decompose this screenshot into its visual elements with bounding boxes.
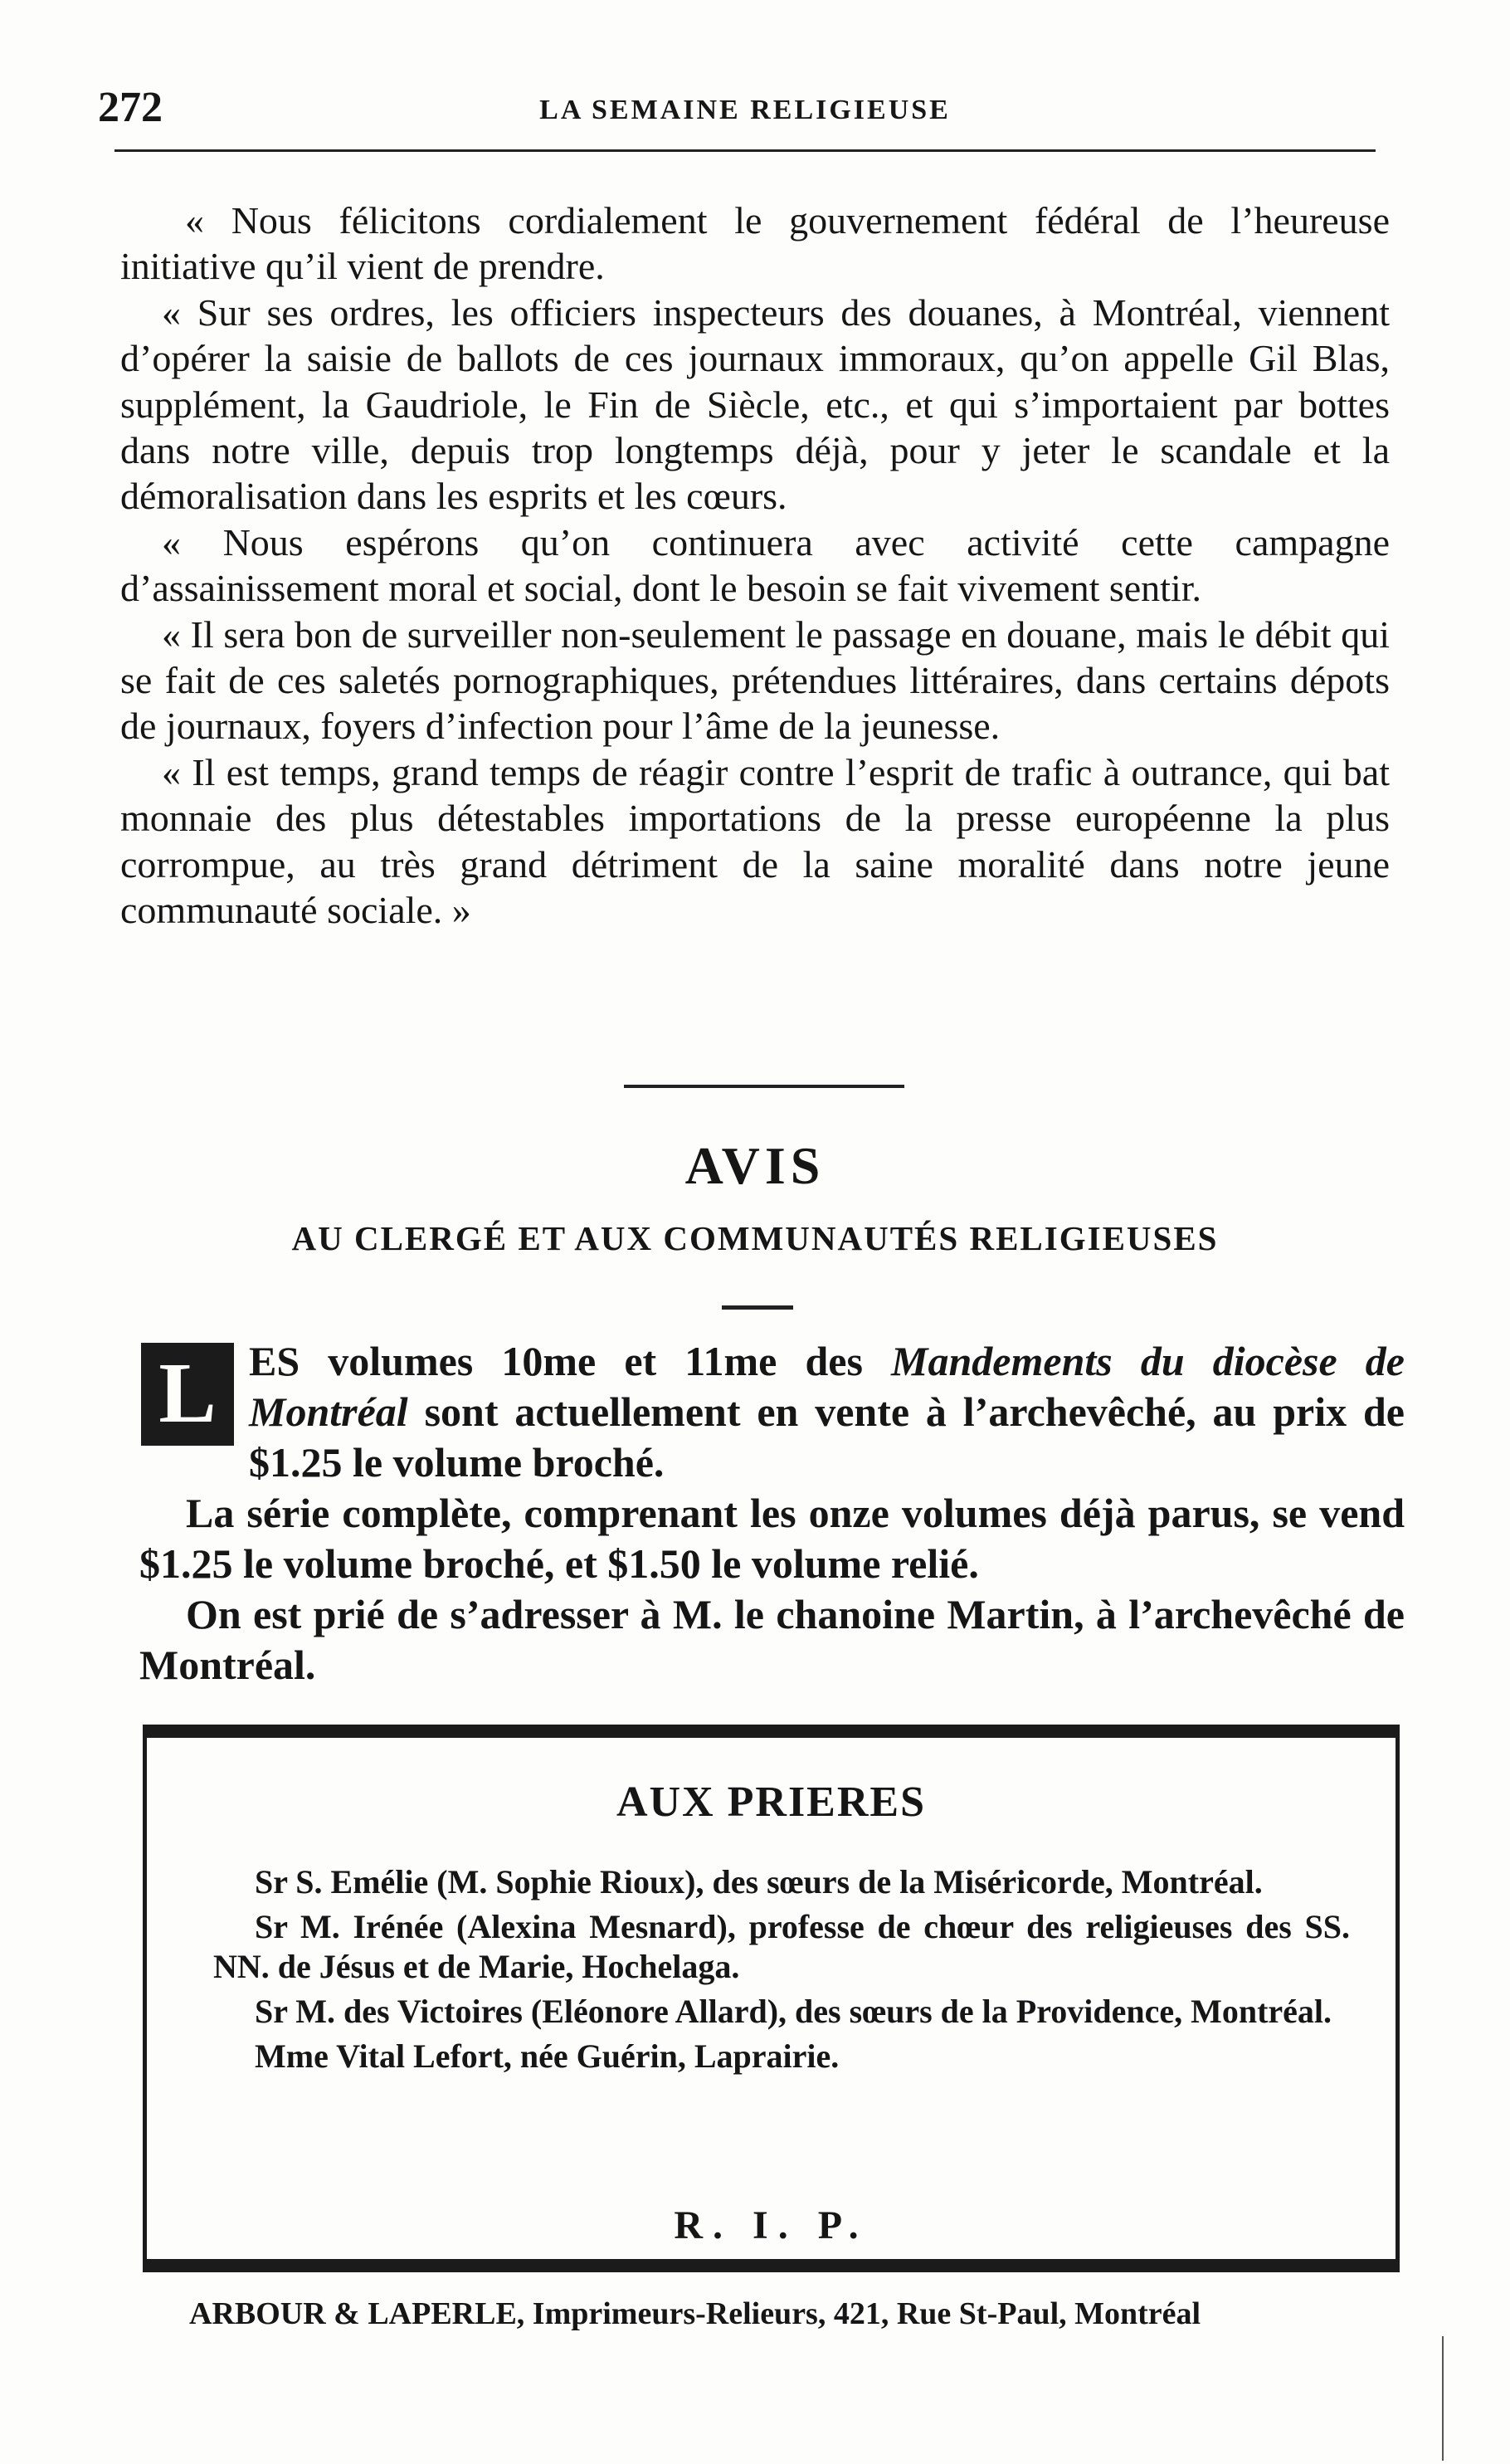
notice-p1-end: sont actuellement en vente à l’archevêché, au prix de $1.25 le volume broché.: [249, 1388, 1405, 1486]
notice-p1-title: Mandements du diocèse de Montréal: [249, 1338, 1405, 1435]
notice-title: AVIS: [684, 1136, 826, 1195]
article-paragraph: « Nous félicitons cordialement le gouvernement fédéral de l’heureuse initiative qu’il vient de prendre.: [120, 199, 1390, 288]
prayer-entry: Sr M. des Victoires (Eléonore Allard), des sœurs de la Providence, Montréal.: [255, 1993, 1332, 2030]
prayers-title: AUX PRIERES: [616, 1778, 927, 1826]
rip-line: R. I. P.: [674, 2203, 869, 2247]
notice-subtitle: AU CLERGÉ ET AUX COMMUNAUTÉS RELIGIEUSES: [291, 1219, 1219, 1257]
article-paragraph: « Sur ses ordres, les officiers inspecteurs des douanes, à Montréal, viennent d’opérer la saisie de ballots de ces journaux immoraux, qu’on appelle Gil Blas, supplément, la Gaudriole, le Fin de Siècle, etc., et qui s’importaient par bottes dans notre ville, depuis trop longtemps déjà, pour y jeter le scandale et la démoralisation dans les esprits et les cœurs.: [120, 290, 1390, 518]
printer-imprint: ARBOUR & LAPERLE, Imprimeurs-Relieurs, 421, Rue St-Paul, Montréal: [189, 2296, 1201, 2331]
notice-paragraph-1: [139, 1336, 1405, 1488]
margin-line: [1442, 2336, 1444, 2461]
prayer-entry: Sr S. Emélie (M. Sophie Rioux), des sœurs de la Miséricorde, Montréal.: [255, 1863, 1263, 1900]
prayer-entry: Sr M. Irénée (Alexina Mesnard), professe de chœur des religieuses des SS. NN. de Jésus et de Marie, Hochelaga.: [213, 1908, 1350, 1985]
notice-body: [139, 1336, 1405, 1691]
prayers-list: [213, 1862, 1350, 2081]
article-paragraph: « Il sera bon de surveiller non-seulement le passage en douane, mais le débit qui se fait de ces saletés pornographiques, prétendues littéraires, dans certains dépots de journaux, foyers d’infection pour l’âme de la jeunesse.: [120, 612, 1390, 748]
header-rule: [114, 149, 1376, 152]
running-title: LA SEMAINE RELIGIEUSE: [539, 95, 951, 125]
page-number: 272: [98, 84, 163, 131]
running-header: [98, 83, 1392, 133]
article-paragraph: « Il est temps, grand temps de réagir contre l’esprit de trafic à outrance, qui bat monnaie des plus détestables importations de la presse européenne la plus corrompue, au très grand détriment de la saine moralité dans notre jeune communauté sociale. »: [120, 750, 1390, 932]
notice-paragraph-2: La série complète, comprenant les onze volumes déjà parus, se vend $1.25 le volume broché, et $1.50 le volume relié.: [139, 1490, 1405, 1587]
drop-cap: L: [141, 1343, 234, 1446]
notice-paragraph-3: On est prié de s’adresser à M. le chanoine Martin, à l’archevêché de Montréal.: [139, 1591, 1405, 1688]
prayer-entry: Mme Vital Lefort, née Guérin, Laprairie.: [255, 2037, 840, 2075]
notice-p1-start: ES volumes 10me et 11me des: [249, 1338, 892, 1384]
section-divider: [624, 1085, 904, 1088]
quoted-article: [120, 198, 1390, 934]
prayers-box: [143, 1725, 1400, 2272]
article-paragraph: « Nous espérons qu’on continuera avec activité cette campagne d’assainissement moral et social, dont le besoin se fait vivement sentir.: [120, 520, 1390, 610]
notice-divider: [722, 1305, 793, 1310]
